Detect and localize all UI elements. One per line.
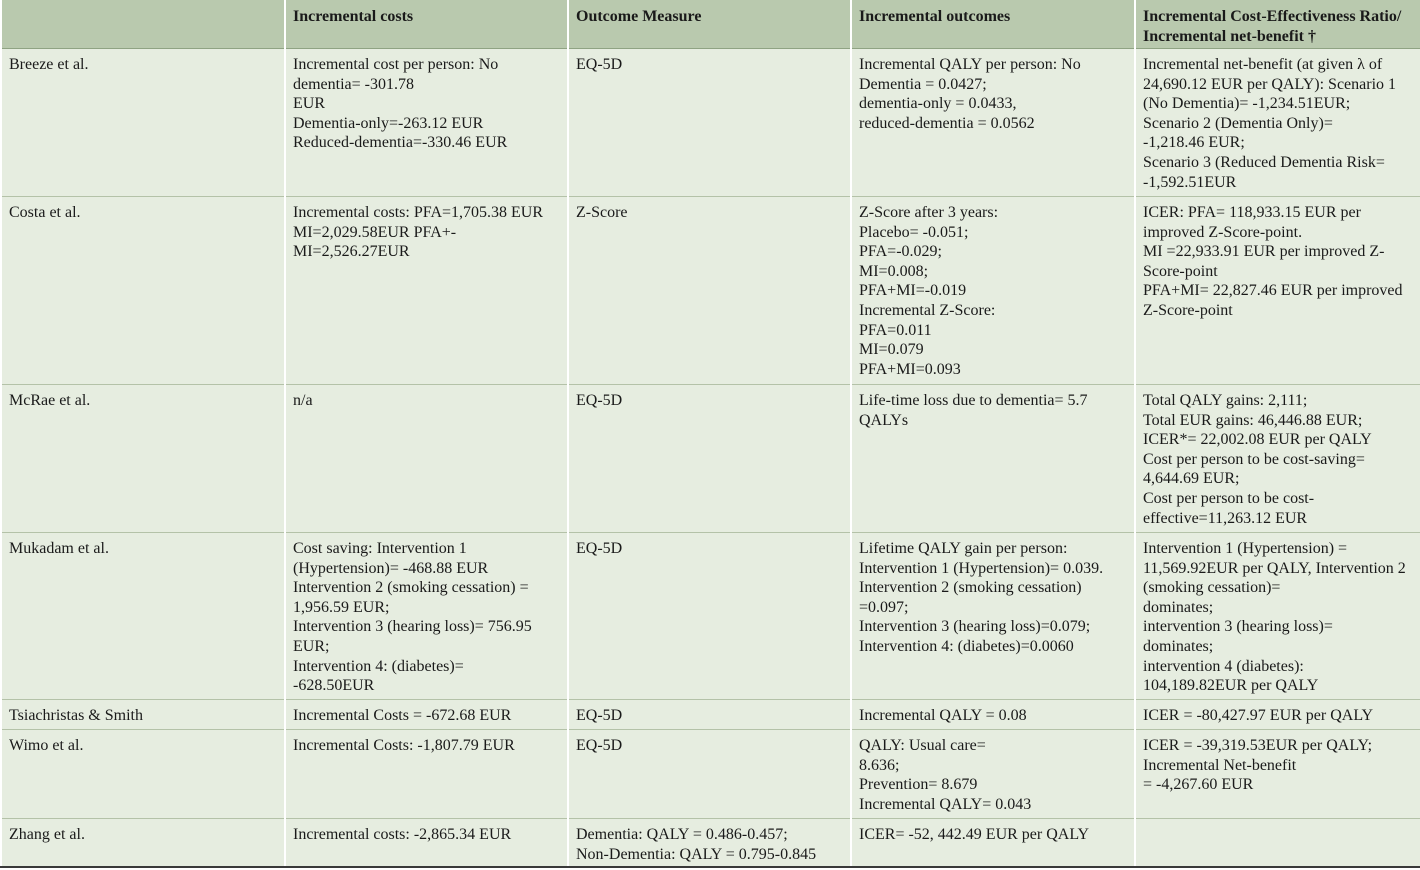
- cell-outcomes: Incremental QALY per person: No Dementia = 0.0427; dementia-only = 0.0433, reduced-dementia = 0.0562: [851, 49, 1135, 197]
- cell-measure: EQ-5D: [568, 700, 851, 730]
- header-row: [1, 0, 1420, 49]
- cell-costs: Cost saving: Intervention 1 (Hypertension)= -468.88 EUR Intervention 2 (smoking cessation) = 1,956.59 EUR; Intervention 3 (hearing loss)= 756.95 EUR; Intervention 4: (diabetes)= -628.50EUR: [285, 533, 568, 700]
- cell-study: Mukadam et al.: [1, 533, 285, 700]
- cell-measure: EQ-5D: [568, 49, 851, 197]
- cell-study: Wimo et al.: [1, 730, 285, 819]
- cell-measure: EQ-5D: [568, 385, 851, 533]
- cell-outcomes: Z-Score after 3 years: Placebo= -0.051; PFA=-0.029; MI=0.008; PFA+MI=-0.019 Incremental Z-Score: PFA=0.011 MI=0.079 PFA+MI=0.093: [851, 197, 1135, 385]
- cell-costs: Incremental Costs: -1,807.79 EUR: [285, 730, 568, 819]
- cell-icer: ICER: PFA= 118,933.15 EUR per improved Z-Score-point. MI =22,933.91 EUR per improved Z-Score-point PFA+MI= 22,827.46 EUR per improved Z-Score-point: [1135, 197, 1420, 385]
- cell-icer: Incremental net-benefit (at given λ of 24,690.12 EUR per QALY): Scenario 1 (No Dementia)= -1,234.51EUR; Scenario 2 (Dementia Only)= -1,218.46 EUR; Scenario 3 (Reduced Dementia Risk= -1,592.51EUR: [1135, 49, 1420, 197]
- cell-measure: Dementia: QALY = 0.486-0.457; Non-Dementia: QALY = 0.795-0.845: [568, 819, 851, 868]
- header-incremental-costs: Incremental costs: [285, 0, 568, 49]
- table-row: [1, 385, 1420, 533]
- cell-costs: Incremental costs: PFA=1,705.38 EUR MI=2,029.58EUR PFA+- MI=2,526.27EUR: [285, 197, 568, 385]
- cell-measure: Z-Score: [568, 197, 851, 385]
- cell-icer: [1135, 819, 1420, 868]
- cell-icer: Total QALY gains: 2,111; Total EUR gains: 46,446.88 EUR; ICER*= 22,002.08 EUR per QALY Cost per person to be cost-saving= 4,644.69 EUR; Cost per person to be cost-effective=11,263.12 EUR: [1135, 385, 1420, 533]
- header-incremental-outcomes: Incremental outcomes: [851, 0, 1135, 49]
- cell-outcomes: QALY: Usual care= 8.636; Prevention= 8.679 Incremental QALY= 0.043: [851, 730, 1135, 819]
- cell-icer: ICER = -80,427.97 EUR per QALY: [1135, 700, 1420, 730]
- table-row: [1, 819, 1420, 868]
- cell-study: Tsiachristas & Smith: [1, 700, 285, 730]
- cell-outcomes: Life-time loss due to dementia= 5.7 QALYs: [851, 385, 1135, 533]
- cell-measure: EQ-5D: [568, 533, 851, 700]
- cell-outcomes: ICER= -52, 442.49 EUR per QALY: [851, 819, 1135, 868]
- cell-outcomes: Incremental QALY = 0.08: [851, 700, 1135, 730]
- table-row: [1, 49, 1420, 197]
- cell-costs: Incremental Costs = -672.68 EUR: [285, 700, 568, 730]
- header-outcome-measure: Outcome Measure: [568, 0, 851, 49]
- cell-measure: EQ-5D: [568, 730, 851, 819]
- cell-costs: Incremental costs: -2,865.34 EUR: [285, 819, 568, 868]
- cell-icer: Intervention 1 (Hypertension) = 11,569.92EUR per QALY, Intervention 2 (smoking cessation)= dominates; intervention 3 (hearing loss)= dominates; intervention 4 (diabetes): 104,189.82EUR per QALY: [1135, 533, 1420, 700]
- cell-study: McRae et al.: [1, 385, 285, 533]
- table-row: [1, 197, 1420, 385]
- cell-outcomes: Lifetime QALY gain per person: Intervention 1 (Hypertension)= 0.039. Intervention 2 (smoking cessation) =0.097; Intervention 3 (hearing loss)=0.079; Intervention 4: (diabetes)=0.0060: [851, 533, 1135, 700]
- table-row: [1, 700, 1420, 730]
- cell-costs: n/a: [285, 385, 568, 533]
- cell-study: Breeze et al.: [1, 49, 285, 197]
- header-study: [1, 0, 285, 49]
- cell-costs: Incremental cost per person: No dementia= -301.78 EUR Dementia-only=-263.12 EUR Reduced-dementia=-330.46 EUR: [285, 49, 568, 197]
- table-row: [1, 533, 1420, 700]
- cell-study: Zhang et al.: [1, 819, 285, 868]
- cell-icer: ICER = -39,319.53EUR per QALY; Incremental Net-benefit = -4,267.60 EUR: [1135, 730, 1420, 819]
- cell-study: Costa et al.: [1, 197, 285, 385]
- table-row: [1, 730, 1420, 819]
- header-icer: Incremental Cost-Effectiveness Ratio/ Incremental net-benefit †: [1135, 0, 1420, 49]
